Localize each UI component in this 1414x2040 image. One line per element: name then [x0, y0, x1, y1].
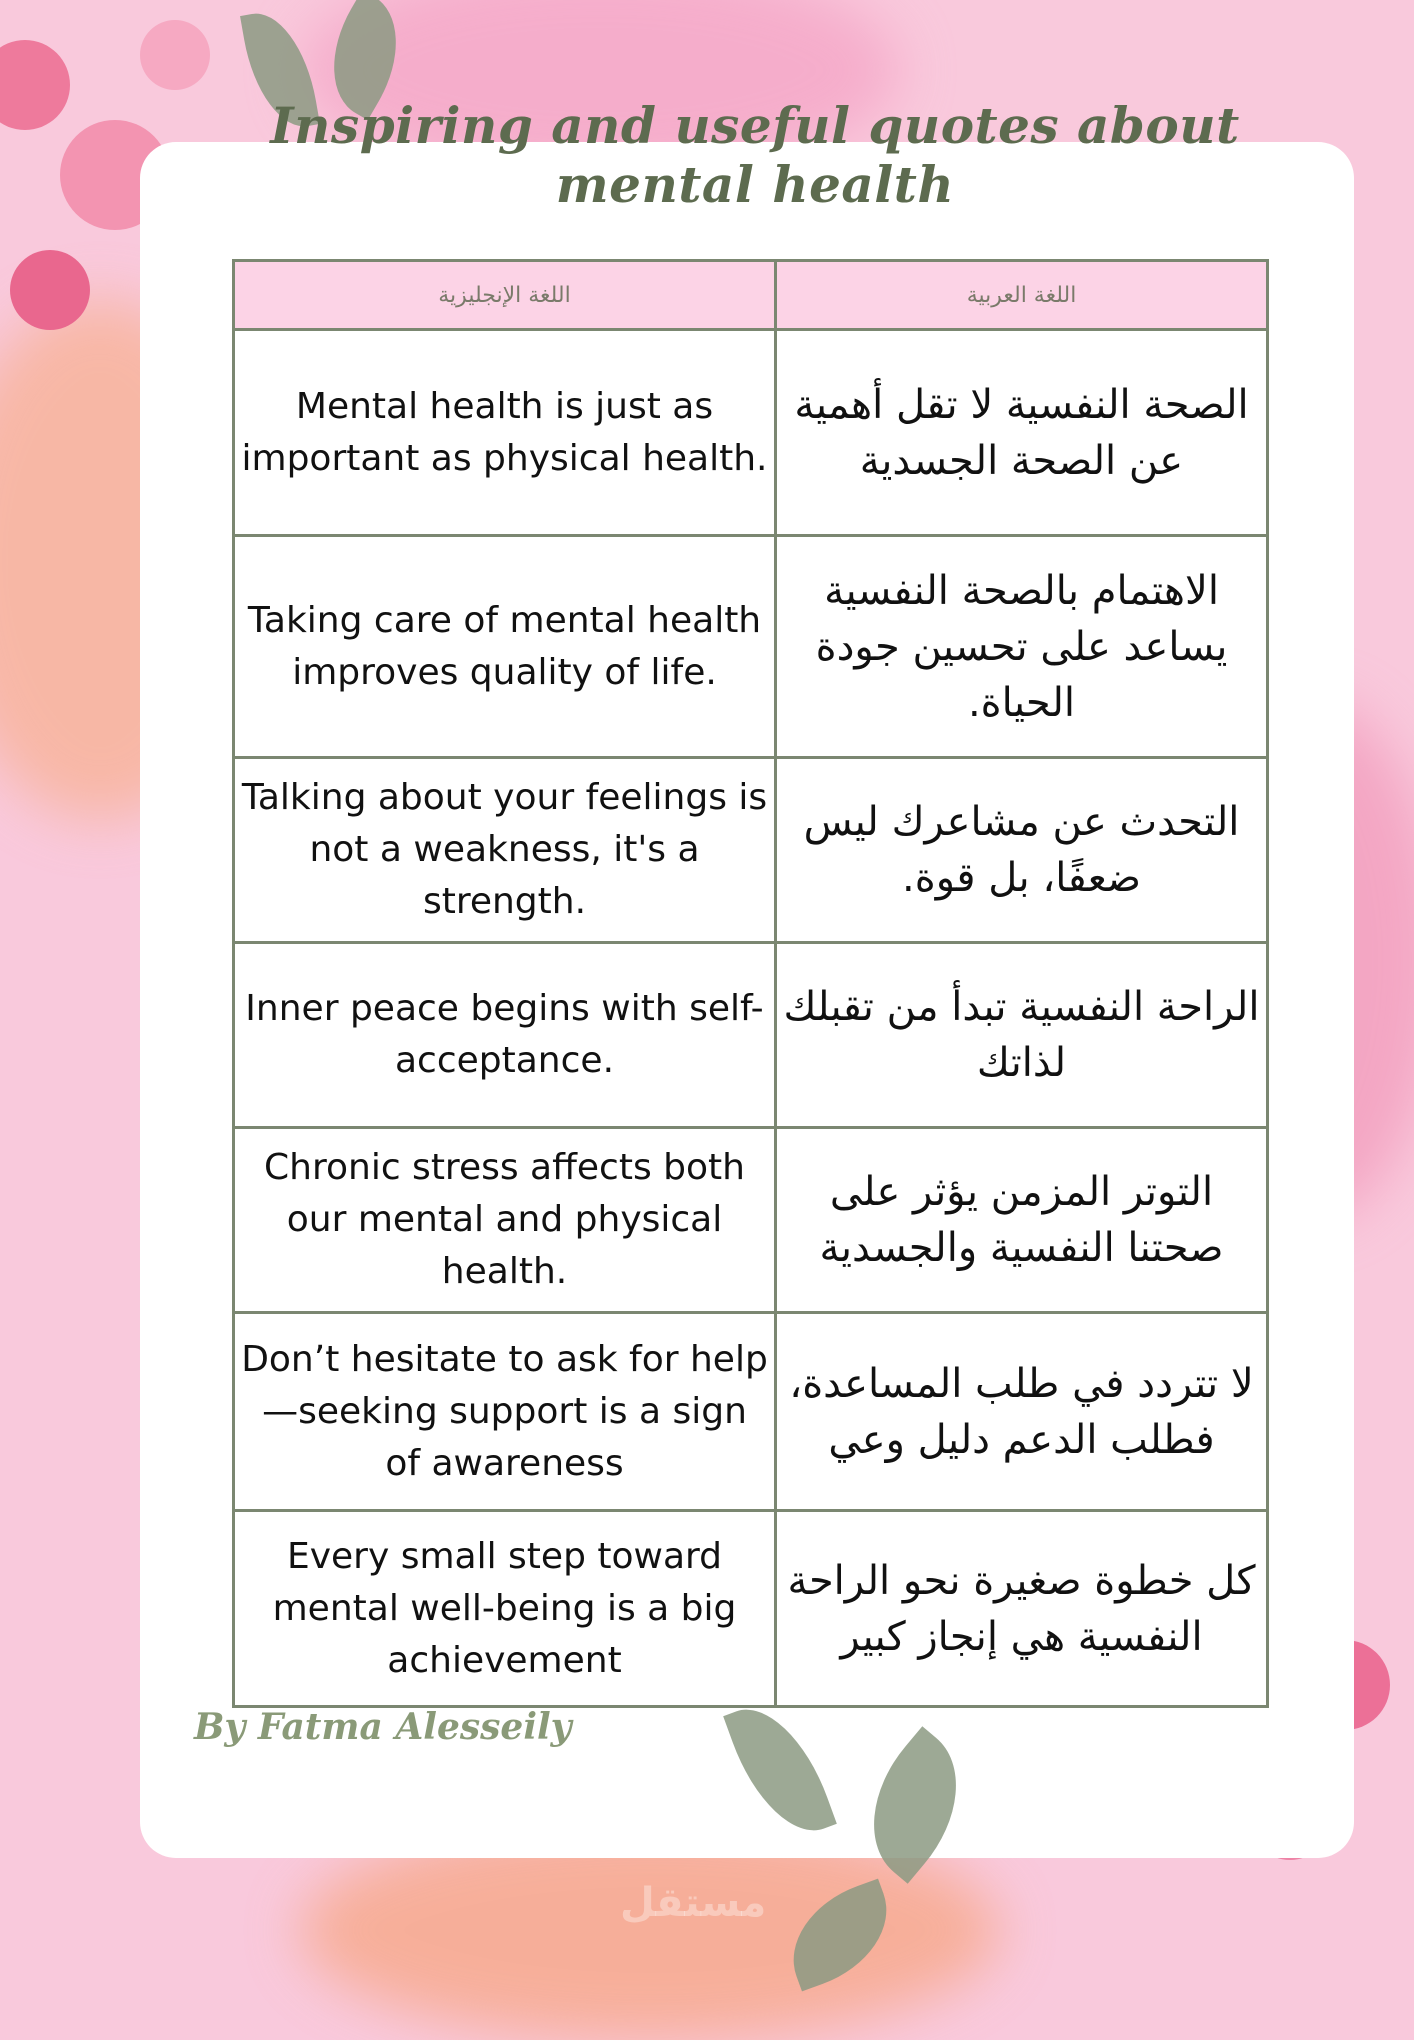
page-title: Inspiring and useful quotes about mental health: [270, 96, 1240, 214]
arabic-quote: كل خطوة صغيرة نحو الراحة النفسية هي إنجاز كبير: [776, 1511, 1268, 1707]
english-quote: Chronic stress affects both our mental and physical health.: [234, 1128, 776, 1313]
author-signature: By Fatma Alesseily: [194, 1706, 572, 1748]
english-quote: Taking care of mental health improves quality of life.: [234, 536, 776, 758]
header-english: اللغة الإنجليزية: [234, 261, 776, 330]
table-row: [234, 1313, 1268, 1511]
table-row: [234, 943, 1268, 1128]
table-row: [234, 330, 1268, 536]
english-quote: Mental health is just as important as physical health.: [234, 330, 776, 536]
table-header-row: [234, 261, 1268, 330]
arabic-quote: التحدث عن مشاعرك ليس ضعفًا، بل قوة.: [776, 758, 1268, 943]
table-row: [234, 1128, 1268, 1313]
watermark: مستقل: [620, 1880, 767, 1926]
english-quote: Every small step toward mental well-being is a big achievement: [234, 1511, 776, 1707]
flower-decoration: [140, 20, 210, 90]
flower-decoration: [0, 40, 70, 130]
flower-decoration: [10, 250, 90, 330]
quotes-table: [232, 259, 1269, 1708]
english-quote: Don’t hesitate to ask for help—seeking support is a sign of awareness: [234, 1313, 776, 1511]
arabic-quote: الاهتمام بالصحة النفسية يساعد على تحسين جودة الحياة.: [776, 536, 1268, 758]
arabic-quote: الصحة النفسية لا تقل أهمية عن الصحة الجسدية: [776, 330, 1268, 536]
english-quote: Talking about your feelings is not a weakness, it's a strength.: [234, 758, 776, 943]
arabic-quote: التوتر المزمن يؤثر على صحتنا النفسية والجسدية: [776, 1128, 1268, 1313]
table-row: [234, 536, 1268, 758]
arabic-quote: الراحة النفسية تبدأ من تقبلك لذاتك: [776, 943, 1268, 1128]
english-quote: Inner peace begins with self-acceptance.: [234, 943, 776, 1128]
table-row: [234, 758, 1268, 943]
arabic-quote: لا تتردد في طلب المساعدة، فطلب الدعم دليل وعي: [776, 1313, 1268, 1511]
header-arabic: اللغة العربية: [776, 261, 1268, 330]
table-row: [234, 1511, 1268, 1707]
